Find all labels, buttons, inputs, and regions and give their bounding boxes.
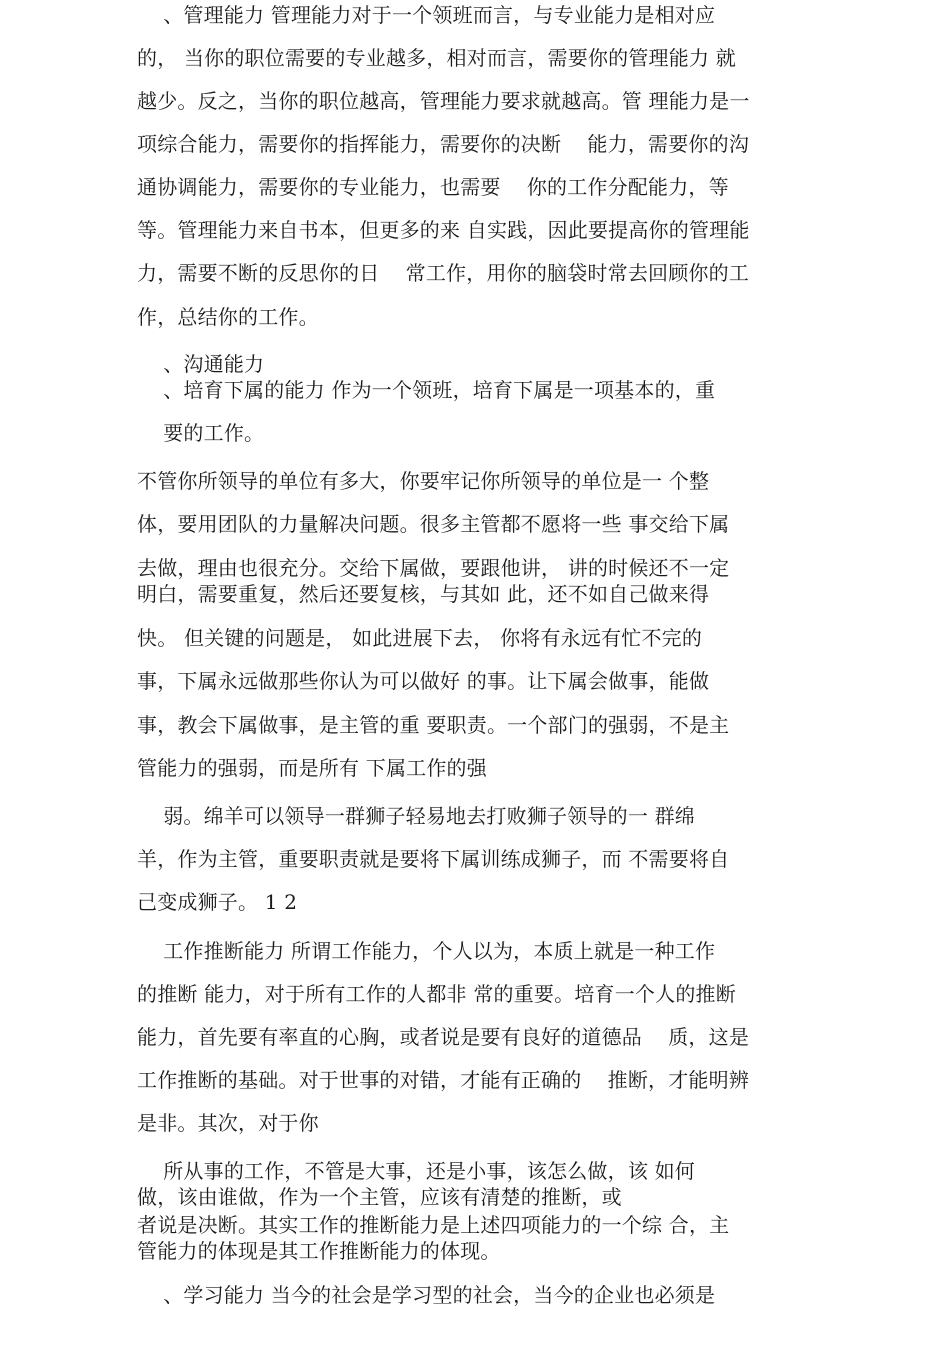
text-line: 项综合能力，需要你的指挥能力，需要你的决断 能力，需要你的沟: [137, 132, 750, 156]
text-line: 所从事的工作，不管是大事，还是小事，该怎么做，该 如何: [137, 1159, 695, 1183]
text-line: 等。管理能力来自书本，但更多的来 自实践，因此要提高你的管理能: [137, 218, 750, 242]
text-line: 不管你所领导的单位有多大，你要牢记你所领导的单位是一 个整: [137, 469, 710, 493]
text-line: 做，该由谁做，作为一个主管，应该有清楚的推断，或: [137, 1185, 622, 1209]
text-line: 的， 当你的职位需要的专业越多，相对而言，需要你的管理能力 就: [137, 46, 736, 70]
text-line: 的推断 能力，对于所有工作的人都非 常的重要。培育一个人的推断: [137, 982, 736, 1006]
text-line: 弱。绵羊可以领导一群狮子轻易地去打败狮子领导的一 群绵: [137, 804, 695, 828]
text-line: 、学习能力 当今的社会是学习型的社会，当今的企业也必须是: [137, 1283, 716, 1307]
text-line: 越少。反之，当你的职位越高，管理能力要求就越高。管 理能力是一: [137, 89, 750, 113]
text-line: 通协调能力，需要你的专业能力，也需要 你的工作分配能力，等: [137, 175, 729, 199]
text-line: 者说是决断。其实工作的推断能力是上述四项能力的一个综 合，主: [137, 1213, 730, 1237]
text-line: 、沟通能力: [137, 352, 265, 376]
text-line: 是非。其次，对于你: [137, 1111, 319, 1135]
text-line: 去做，理由也很充分。交给下属做，要跟他讲， 讲的时候还不一定: [137, 556, 730, 580]
text-line: 作，总结你的工作。: [137, 305, 319, 329]
text-line: 明白，需要重复，然后还要复核，与其如 此，还不如自己做来得: [137, 582, 710, 606]
text-line: 事，教会下属做事，是主管的重 要职责。一个部门的强弱，不是主: [137, 713, 730, 737]
text-line: 能力，首先要有率直的心胸，或者说是要有良好的道德品 质，这是: [137, 1025, 750, 1049]
text-line: 工作推断能力 所谓工作能力，个人以为，本质上就是一种工作: [137, 939, 716, 963]
text-line: 管能力的体现是其工作推断能力的体现。: [137, 1239, 501, 1263]
text-line: 快。 但关键的问题是， 如此进展下去， 你将有永远有忙不完的: [137, 626, 703, 650]
text-line: 体，要用团队的力量解决问题。很多主管都不愿将一些 事交给下属: [137, 512, 730, 536]
text-line: 己变成狮子。 1 2: [137, 890, 298, 914]
text-line: 力，需要不断的反思你的日 常工作，用你的脑袋时常去回顾你的工: [137, 261, 750, 285]
text-line: 工作推断的基础。对于世事的对错，才能有正确的 推断，才能明辨: [137, 1068, 750, 1092]
text-line: 要的工作。: [137, 421, 265, 445]
text-line: 、管理能力 管理能力对于一个领班而言，与专业能力是相对应: [137, 3, 716, 27]
text-line: 羊，作为主管，重要职责就是要将下属训练成狮子，而 不需要将自: [137, 847, 730, 871]
text-line: 、培育下属的能力 作为一个领班，培育下属是一项基本的，重: [137, 378, 716, 402]
text-line: 事，下属永远做那些你认为可以做好 的事。让下属会做事，能做: [137, 669, 710, 693]
text-line: 管能力的强弱，而是所有 下属工作的强: [137, 756, 487, 780]
